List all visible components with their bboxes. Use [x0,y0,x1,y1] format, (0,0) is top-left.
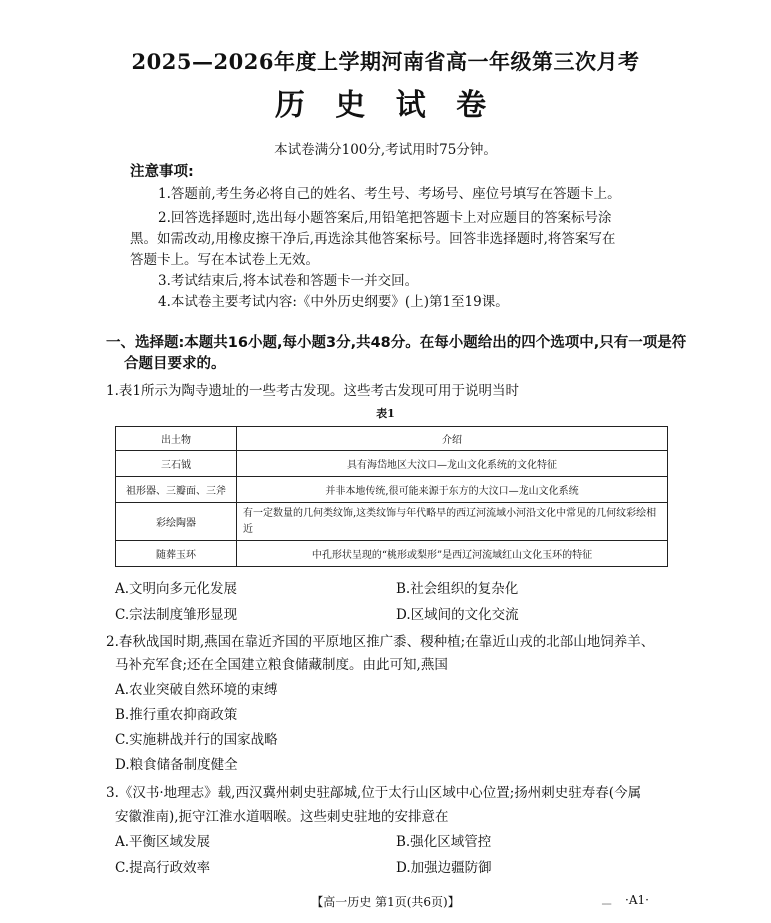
table-header-cell: 介绍 [237,427,668,451]
table-title: 表1 [376,407,395,420]
table-row [116,451,668,477]
table-cell: 三石钺 [116,451,237,477]
option-c: C.实施耕战并行的国家战略 [115,732,278,748]
option-d: D.加强边疆防御 [396,860,492,876]
notice-item: 1.答题前,考生务必将自己的姓名、考生号、考场号、座位号填写在答题卡上。 [158,186,621,202]
question-1-stem: 1.表1所示为陶寺遗址的一些考古发现。这些考古发现可用于说明当时 [106,383,519,399]
table-row [116,503,668,541]
table-cell: 具有海岱地区大汶口—龙山文化系统的文化特征 [237,451,668,477]
question-2-stem-cont: 马补充军食;还在全国建立粮食储藏制度。由此可知,燕国 [115,657,448,673]
section-heading-cont: 合题目要求的。 [124,356,226,372]
option-a: A.文明向多元化发展 [115,581,238,597]
table-row [116,477,668,503]
option-c: C.提高行政效率 [115,860,211,876]
subject-title: 历 史 试 卷 [274,88,497,123]
option-a: A.农业突破自然环境的束缚 [115,682,278,698]
notice-item: 答题卡上。写在本试卷上无效。 [130,252,319,268]
option-b: B.推行重农抑商政策 [115,707,238,723]
option-b: B.强化区域管控 [396,834,492,850]
question-3-stem-cont: 安徽淮南),扼守江淮水道咽喉。这些刺史驻地的安排意在 [115,809,449,825]
option-b: B.社会组织的复杂化 [396,581,519,597]
table-cell: 中孔形状呈现的“桃形或梨形”是西辽河流域红山文化玉环的特征 [237,541,668,567]
table-header-row [116,427,668,451]
question-3-stem: 3.《汉书·地理志》载,西汉冀州刺史驻鄗城,位于太行山区域中心位置;扬州刺史驻寿春(今属 [106,785,642,801]
footer-mark: ▁▁ [602,898,612,905]
page-footer: 【高一历史 第1页(共6页)】 [311,895,460,909]
option-d: D.区域间的文化交流 [396,607,519,623]
table-row [116,541,668,567]
table-header-cell: 出土物 [116,427,237,451]
notice-item: 2.回答选择题时,选出每小题答案后,用铅笔把答题卡上对应题目的答案标号涂 [158,210,612,226]
exam-title: 2025—2026年度上学期河南省高一年级第三次月考 [131,49,640,74]
option-c: C.宗法制度雏形显现 [115,607,238,623]
notice-item: 3.考试结束后,将本试卷和答题卡一并交回。 [158,273,419,289]
exam-info: 本试卷满分100分,考试用时75分钟。 [274,142,497,158]
notice-item: 4.本试卷主要考试内容:《中外历史纲要》(上)第1至19课。 [158,294,509,310]
section-heading: 一、选择题:本题共16小题,每小题3分,共48分。在每小题给出的四个选项中,只有一项是符 [106,335,687,351]
artifact-table [115,426,668,567]
option-d: D.粮食储备制度健全 [115,757,238,773]
option-a: A.平衡区域发展 [115,834,211,850]
table-cell: 随葬玉环 [116,541,237,567]
table-cell: 有一定数量的几何类纹饰,这类纹饰与年代略早的西辽河流域小河沿文化中常见的几何纹彩绘相近 [237,503,668,541]
notice-item: 黑。如需改动,用橡皮擦干净后,再选涂其他答案标号。回答非选择题时,将答案写在 [130,231,616,247]
table-cell: 祖形器、三瓣面、三斧 [116,477,237,503]
question-2-stem: 2.春秋战国时期,燕国在靠近齐国的平原地区推广黍、稷种植;在靠近山戎的北部山地饲养羊、 [106,634,655,650]
table-cell: 彩绘陶器 [116,503,237,541]
notice-heading: 注意事项: [130,164,194,180]
paper-code: ·A1· [625,893,649,907]
table-cell: 并非本地传统,很可能来源于东方的大汶口—龙山文化系统 [237,477,668,503]
